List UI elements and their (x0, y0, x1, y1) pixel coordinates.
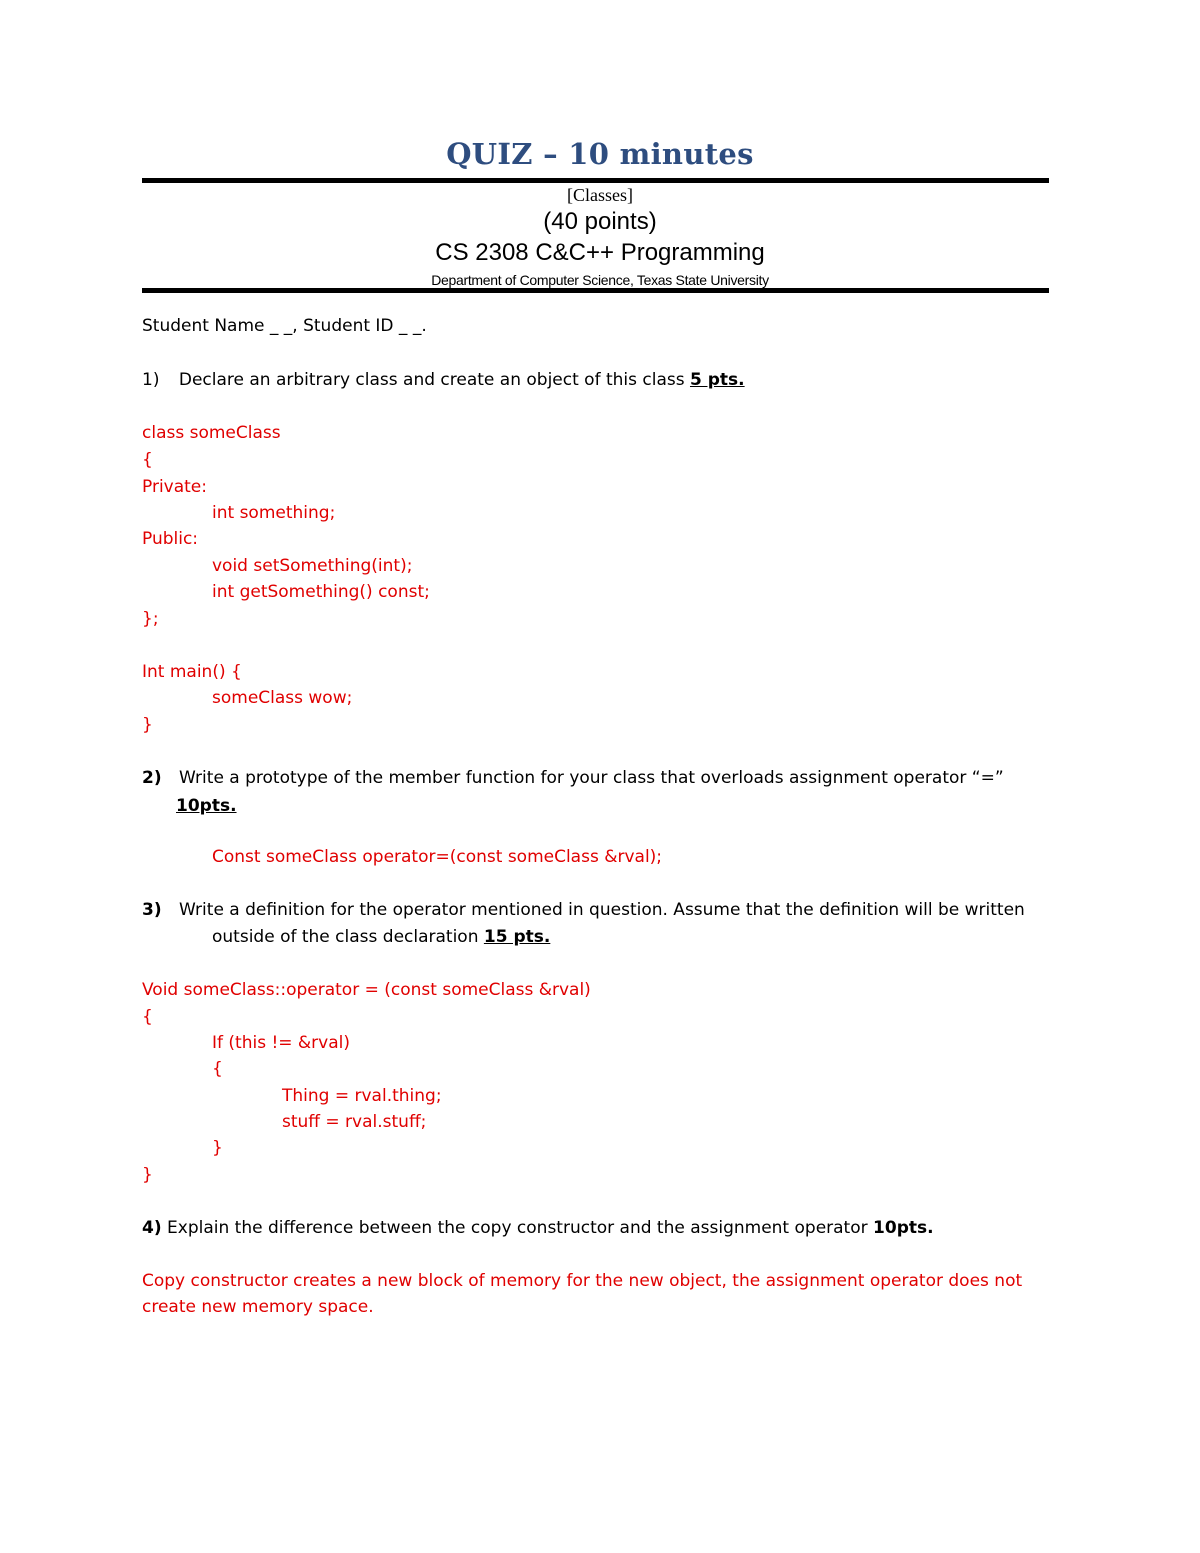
answer-3-line: Void someClass::operator = (const someClass &rval) (142, 980, 591, 1000)
question-4-points: 10pts. (873, 1218, 934, 1238)
answer-3-line: } (212, 1138, 223, 1158)
question-3 (142, 900, 1025, 920)
quiz-points: (40 points) (543, 208, 657, 235)
quiz-title: QUIZ – 10 minutes (446, 137, 754, 171)
answer-1-line: }; (142, 609, 159, 629)
question-4-number: 4) (142, 1218, 162, 1238)
answer-1-line: { (142, 450, 153, 470)
question-2-points: 10pts. (176, 796, 237, 816)
answer-1-line: int something; (212, 503, 336, 523)
answer-4-line: create new memory space. (142, 1297, 374, 1317)
answer-3-line: stuff = rval.stuff; (282, 1112, 427, 1132)
answer-3-line: If (this != &rval) (212, 1033, 351, 1053)
question-1-points: 5 pts. (689, 370, 745, 390)
question-1-text: Declare an arbitrary class and create an object of this class (178, 370, 690, 390)
answer-1-line: Private: (142, 477, 207, 497)
answer-2: Const someClass operator=(const someClass &rval); (212, 847, 663, 867)
question-3-text-cont: outside of the class declaration (212, 927, 484, 947)
question-3-line-2 (212, 927, 550, 947)
question-4 (142, 1218, 934, 1238)
question-3-points: 15 pts. (483, 927, 551, 947)
header-top-rule (142, 178, 1049, 183)
question-3-number: 3) (142, 900, 162, 920)
question-3-text: Write a definition for the operator mentioned in question. Assume that the definition will be written (179, 900, 1025, 920)
answer-3-line: { (142, 1007, 153, 1027)
answer-3-line: Thing = rval.thing; (282, 1086, 442, 1106)
answer-1-line: someClass wow; (212, 688, 353, 708)
question-4-text: Explain the difference between the copy constructor and the assignment operator (161, 1218, 874, 1238)
course-name: CS 2308 C&C++ Programming (435, 239, 765, 266)
answer-1-line: void setSomething(int); (212, 556, 413, 576)
answer-3-line: } (142, 1165, 153, 1185)
quiz-topic: [Classes] (567, 185, 633, 205)
student-info-line: Student Name _ _, Student ID _ _. (142, 316, 427, 336)
answer-3-line: { (212, 1059, 223, 1079)
question-2-number: 2) (142, 768, 162, 788)
answer-1-line: Public: (142, 529, 199, 549)
question-2 (142, 768, 1004, 788)
question-1-number: 1) (142, 370, 160, 390)
department-name: Department of Computer Science, Texas State University (431, 272, 769, 288)
question-1 (142, 370, 745, 390)
header-bottom-rule (142, 288, 1049, 293)
answer-1-line: class someClass (142, 423, 281, 443)
answer-4-line: Copy constructor creates a new block of memory for the new object, the assignment operator does not (142, 1271, 1023, 1291)
answer-1-line: int getSomething() const; (212, 582, 430, 602)
answer-1-line: } (142, 715, 153, 735)
question-2-text: Write a prototype of the member function for your class that overloads assignment operator “=” (179, 768, 1004, 788)
answer-1-line: Int main() { (142, 662, 242, 682)
